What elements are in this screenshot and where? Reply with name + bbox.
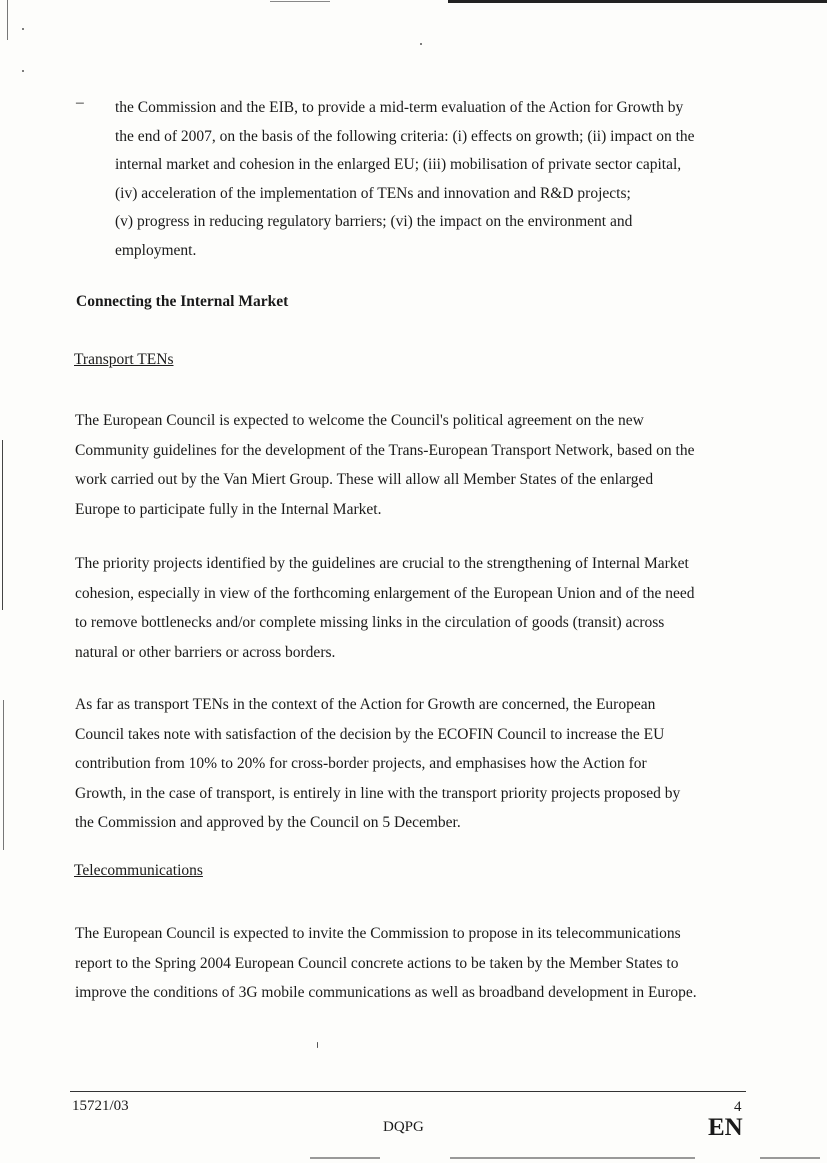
paragraph-line: Growth, in the case of transport, is entirely in line with the transport priority projects proposed by — [75, 784, 681, 802]
bullet-marker: – — [76, 94, 84, 111]
paragraph-line: The European Council is expected to welcome the Council's political agreement on the new — [75, 412, 644, 429]
paragraph — [75, 919, 765, 1008]
paragraph-line: cohesion, especially in view of the forthcoming enlargement of the European Union and of the need — [75, 584, 695, 602]
paragraph-line: Council takes note with satisfaction of the decision by the ECOFIN Council to increase the EU — [75, 725, 665, 743]
bullet-line: internal market and cohesion in the enlarged EU; (iii) mobilisation of private sector capital, — [115, 156, 682, 174]
document-reference: 15721/03 — [72, 1098, 129, 1114]
scan-dot — [22, 28, 24, 30]
page-number: 4 — [734, 1099, 742, 1115]
scan-edge — [310, 1157, 380, 1159]
scan-edge — [7, 0, 8, 40]
department-code: DQPG — [383, 1119, 424, 1135]
paragraph-line: contribution from 10% to 20% for cross-border projects, and emphasises how the Action for — [75, 755, 647, 772]
scan-edge — [270, 1, 330, 2]
subheading-telecom: Telecommunications — [74, 862, 203, 879]
section-heading: Connecting the Internal Market — [76, 293, 289, 310]
scan-edge — [2, 440, 3, 610]
paragraph-line: As far as transport TENs in the context of the Action for Growth are concerned, the European — [75, 696, 656, 713]
paragraph-line: to remove bottlenecks and/or complete missing links in the circulation of goods (transit) across — [75, 614, 665, 631]
scan-edge — [450, 1157, 695, 1159]
paragraph-line: work carried out by the Van Miert Group. These will allow all Member States of the enlarged — [75, 471, 654, 488]
scan-dot — [317, 1042, 318, 1048]
scan-edge — [760, 1157, 820, 1159]
bullet-line: (iv) acceleration of the implementation of TENs and innovation and R&D projects; — [115, 184, 631, 202]
paragraph-line: the Commission and approved by the Council on 5 December. — [75, 814, 461, 831]
bullet-line: the end of 2007, on the basis of the following criteria: (i) effects on growth; (ii) impact on the — [115, 127, 695, 145]
scan-dot — [22, 70, 24, 72]
scan-dot — [420, 43, 422, 45]
paragraph — [75, 690, 765, 838]
scan-edge — [3, 700, 4, 850]
paragraph-line: The European Council is expected to invite the Commission to propose in its telecommunications — [75, 925, 681, 942]
paragraph-line: Europe to participate fully in the Internal Market. — [75, 500, 382, 518]
paragraph-line: Community guidelines for the development of the Trans-European Transport Network, based on the — [75, 441, 695, 459]
paragraph — [75, 406, 765, 524]
bullet-text — [115, 94, 755, 266]
paragraph-line: natural or other barriers or across borders. — [75, 643, 336, 661]
paragraph-line: The priority projects identified by the guidelines are crucial to the strengthening of Internal Market — [75, 555, 689, 572]
paragraph-line: report to the Spring 2004 European Council concrete actions to be taken by the Member States to — [75, 954, 679, 972]
language-code: EN — [708, 1114, 743, 1141]
footer-divider — [70, 1091, 746, 1092]
scan-edge — [448, 0, 827, 3]
paragraph — [75, 549, 765, 667]
bullet-line: (v) progress in reducing regulatory barriers; (vi) the impact on the environment and — [115, 213, 633, 231]
bullet-line: employment. — [115, 241, 197, 259]
paragraph-line: improve the conditions of 3G mobile communications as well as broadband development in Europe. — [75, 984, 697, 1001]
subheading-transport: Transport TENs — [74, 351, 174, 368]
bullet-line: the Commission and the EIB, to provide a mid-term evaluation of the Action for Growth by — [115, 99, 684, 116]
